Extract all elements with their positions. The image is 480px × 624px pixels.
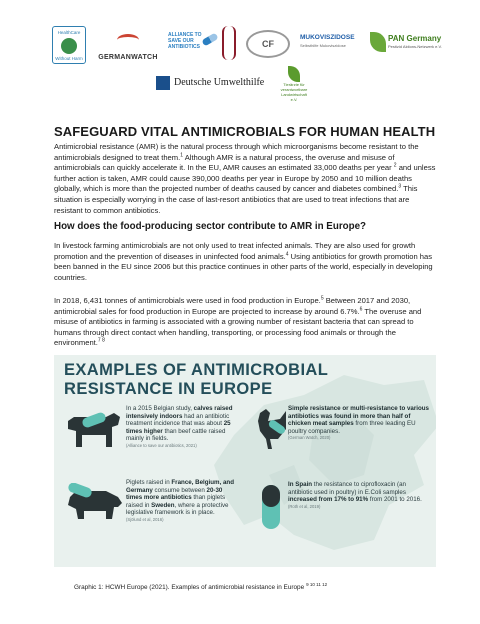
chicken-text-1: from three leading EU poultry companies. [288, 420, 416, 435]
pan-logo-name: PAN Germany [388, 34, 442, 43]
chicken-icon [254, 407, 288, 451]
livestock-paragraph [54, 241, 438, 283]
alliance-logo-text: ALLIANCE TO SAVE OUR ANTIBIOTICS [168, 32, 202, 50]
capsule-icon [258, 481, 284, 533]
spain-bold-2: increased from 17% to 91% [288, 496, 369, 504]
chicken-bold-1: Simple resistance or multi-resistance to various antibiotics was found in more than half of chicken meat samples [288, 405, 429, 428]
livestock-text-2: Using antibiotics for growth promotion has been banned in the EU since 2006 but this practice continues in other parts of the world, especially in developing countries. [54, 251, 433, 282]
germanwatch-logo-text: GERMANWATCH [98, 54, 158, 61]
caption-text: Graphic 1: HCWH Europe (2021). Examples of antimicrobial resistance in Europe [74, 584, 305, 591]
caption-footnotes: 9 10 11 12 [306, 581, 328, 587]
duh-logo [156, 74, 274, 94]
footnote-ref: 1 [180, 152, 183, 159]
tf-logo-text: Tierärzte für verantwortbare Landwirtschaft e.V. [280, 82, 308, 102]
pig-example-text [126, 479, 234, 523]
medical-caduceus-logo [222, 26, 236, 60]
muko-logo-sub: Selbsthilfe Mukoviszidose [300, 43, 346, 48]
hcw-logo [52, 26, 86, 64]
pill-icon [201, 32, 218, 46]
cow-text-1: In a 2015 Belgian study, [126, 405, 194, 412]
section-heading: How does the food-producing sector contribute to AMR in Europe? [54, 221, 367, 232]
spain-text-2: from 2001 to 2016. [368, 496, 422, 504]
hcw-logo-bottom: Without Harm [55, 56, 83, 61]
page-title: SAFEGUARD VITAL ANTIMICROBIALS FOR HUMAN HEALTH [54, 124, 436, 139]
infographic-title-line-1: EXAMPLES OF ANTIMICROBIAL [64, 361, 329, 379]
livestock-text-1: In livestock farming antimicrobials are not only used to treat infected animals. They are also used for growth promotion and the prevention of diseases in uninfected food animals. [54, 241, 416, 261]
cow-text-3: than beef cattle raised mainly in fields. [126, 427, 226, 443]
chicken-source: (German Watch, 2020) [288, 435, 331, 441]
pan-germany-logo [370, 30, 448, 58]
pig-bold-3: Sweden [151, 501, 175, 509]
square-icon [156, 76, 170, 90]
amr-infographic [54, 355, 436, 567]
tierarzte-logo [280, 66, 308, 102]
muko-logo-name: MUKOVISZIDOSE [300, 34, 355, 41]
chicken-example-text [288, 405, 430, 441]
pig-text-3: than piglets raised in [126, 494, 226, 509]
cow-text-2: had an antibiotic treatment incidence that was about [126, 412, 230, 428]
globe-icon [61, 38, 77, 54]
intro-text-4: This situation is especially worrying in the case of last-resort antibiotics that are used to treat infections that are resistant to common antibiotics. [54, 184, 418, 215]
intro-text-3: and unless further action is taken, AMR could cause 390,000 deaths per year in Europe by 2050 and 10 million deaths globally, which is more than the projected number of deaths caused by cancer and diabetes combined. [54, 163, 436, 194]
hcw-logo-top: HealthCare [57, 30, 81, 35]
usage-text-3: The overuse and misuse of antibiotics in farming is associated with a growing number of resistant bacteria that can spread to humans through direct contact when handling, transporting, or processing food animals or through the environment. [54, 306, 422, 348]
cow-bold-2: 25 times higher [126, 420, 231, 435]
leaf-icon [370, 32, 386, 52]
footnote-ref: 4 [285, 251, 289, 258]
usage-text-1: In 2018, 6,431 tonnes of antimicrobials were used in food production in Europe. [54, 296, 321, 305]
alliance-logo [168, 32, 218, 56]
spain-text-1: the resistance to ciprofloxacin (an antibiotic used in poultry) in E.Coli samples [288, 481, 406, 496]
mukoviszidose-logo [300, 34, 362, 56]
pig-text-2: consume between [152, 486, 207, 494]
footnote-ref: 5 [320, 295, 324, 302]
pig-text-1: Piglets raised in [126, 479, 172, 486]
duh-logo-text: Deutsche Umwelthilfe [174, 77, 265, 88]
intro-text-2: Although AMR is a natural process, the overuse and misuse of antimicrobials can quickly accelerate it. In the EU, AMR causes an estimated 33,000 deaths per year [54, 152, 395, 173]
germanwatch-logo [96, 34, 160, 61]
footnote-ref: 2 [393, 162, 397, 169]
pig-text-4: , where a protective legislative framework is in place. [126, 501, 229, 517]
cf-europe-logo: CF [246, 30, 290, 58]
partner-logos [0, 0, 480, 112]
cow-example-text [126, 405, 234, 449]
footnote-ref: 7 8 [97, 337, 105, 344]
cow-source: (Alliance to save our antibiotics, 2021) [126, 442, 197, 448]
footnote-ref: 6 [359, 306, 363, 313]
plant-icon [288, 66, 300, 82]
usage-paragraph [54, 296, 438, 349]
pig-bold-1: France, Belgium, and Germany [126, 479, 234, 494]
spain-source: (Roth et al, 2019) [288, 503, 321, 509]
spain-bold-1: In Spain [288, 481, 313, 488]
cow-icon [62, 407, 122, 453]
infographic-title [64, 361, 328, 399]
pig-source: (Sjölund et al, 2016) [126, 516, 164, 522]
intro-text-1: Antimicrobial resistance (AMR) is the natural process through which microorganisms become resistant to the antimicrobials designed to treat them. [54, 142, 419, 162]
cow-bold-1: calves raised intensively indoors [126, 405, 233, 420]
usage-text-2: Between 2017 and 2030, antimicrobial sales for food production in Europe are projected to increase by around 6.7%. [54, 296, 411, 316]
infographic-title-line-2: RESISTANCE IN EUROPE [64, 380, 273, 398]
pan-logo-sub: Pestizid Aktions-Netzwerk e.V. [388, 44, 442, 49]
pig-bold-2: 20-30 times more antibiotics [126, 486, 223, 502]
footnote-ref: 3 [398, 183, 402, 190]
intro-paragraph [54, 142, 438, 216]
pig-icon [62, 483, 124, 525]
spain-example-text [288, 481, 430, 510]
figure-caption [74, 581, 328, 591]
arc-icon [117, 34, 139, 46]
